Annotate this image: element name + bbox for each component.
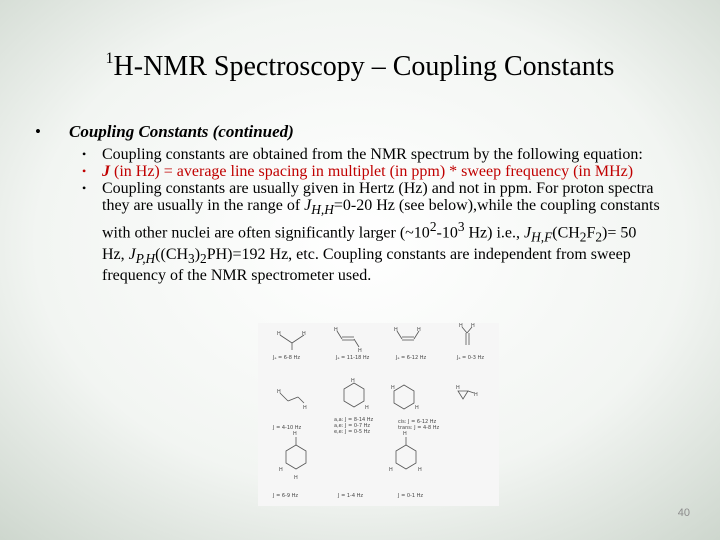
atom-label: H xyxy=(471,323,475,329)
page-number: 40 xyxy=(677,507,690,519)
bullet-text: -10 xyxy=(436,224,458,242)
atom-label: H xyxy=(418,467,422,473)
bullet-text: F xyxy=(586,224,596,242)
atom-label: H xyxy=(277,331,281,337)
figure-label: J = 4-10 Hz xyxy=(273,425,302,431)
atom-label: H xyxy=(474,392,478,398)
atom-label: H xyxy=(417,327,421,333)
figure-label: Jₐ = 6-12 Hz xyxy=(396,355,427,361)
j-subscript: H,F xyxy=(531,229,553,245)
figure-label: e,e: J = 0-5 Hz xyxy=(334,429,370,435)
figure-label: trans: J = 4-8 Hz xyxy=(398,425,440,431)
figure-label: J = 1-4 Hz xyxy=(338,493,363,499)
atom-label: H xyxy=(293,431,297,437)
exponent: 2 xyxy=(429,219,437,235)
atom-label: H xyxy=(403,431,407,437)
figure-label: J = 6-9 Hz xyxy=(273,493,298,499)
subscript: 2 xyxy=(579,229,587,245)
figure-label: cis: J = 6-12 Hz xyxy=(398,419,437,425)
atom-label: H xyxy=(277,389,281,395)
subscript: 2 xyxy=(200,250,207,266)
atom-label: H xyxy=(303,405,307,411)
j-subscript: P,H xyxy=(135,250,156,266)
bullet-text: PH)=192 Hz, etc. Coupling constants are independent from sweep frequency of the NMR spectrometer used. xyxy=(102,245,631,284)
figure-label: a,e: J = 0-7 Hz xyxy=(334,423,370,429)
bullet-icon: • xyxy=(35,122,41,141)
bullet-icon: • xyxy=(82,164,87,178)
figure-label: Jₐ = 6-8 Hz xyxy=(273,355,300,361)
atom-label: H xyxy=(294,475,298,481)
atom-label: H xyxy=(358,348,362,354)
coupling-constants-figure xyxy=(258,323,499,506)
bullet-text: (in Hz) = average line spacing in multiplet (in ppm) * sweep frequency (in MHz) xyxy=(110,163,634,180)
bullet-text: (CH xyxy=(552,224,580,242)
atom-label: H xyxy=(456,385,460,391)
bullet-text: )= 50 Hz, xyxy=(102,224,637,263)
bullet-text: ((CH xyxy=(155,245,189,263)
atom-label: H xyxy=(279,467,283,473)
bullet-item-j-definition xyxy=(80,163,660,180)
figure-label: Jₐ = 11-18 Hz xyxy=(336,355,370,361)
bullet-item-equation xyxy=(80,146,660,163)
bullet-icon: • xyxy=(82,181,87,195)
atom-label: H xyxy=(302,331,306,337)
subscript: 3 xyxy=(188,250,195,266)
atom-label: H xyxy=(389,467,393,473)
section-heading xyxy=(35,122,294,142)
j-symbol: J xyxy=(524,224,532,242)
figure-label: J = 0-1 Hz xyxy=(398,493,423,499)
exponent: 3 xyxy=(457,219,465,235)
atom-label: H xyxy=(459,323,463,329)
bullet-text: Hz) i.e., xyxy=(464,224,525,242)
atom-label: H xyxy=(334,327,338,333)
atom-label: H xyxy=(391,385,395,391)
section-heading-text: Coupling Constants (continued) xyxy=(69,122,294,141)
bullet-item-units xyxy=(80,180,660,284)
bullet-text: ) xyxy=(194,245,201,263)
j-subscript: H,H xyxy=(311,202,334,218)
figure-label: a,a: J = 8-14 Hz xyxy=(334,417,374,423)
bullet-text: =0-20 Hz (see below),while the coupling constants with other nuclei are often significantly larger (~10 xyxy=(102,197,660,242)
title-text: H-NMR Spectroscopy – Coupling Constants xyxy=(113,51,615,82)
bullet-text: Coupling constants are obtained from the NMR spectrum by the following equation: xyxy=(102,146,643,163)
bullet-icon: • xyxy=(82,147,87,161)
title-superscript: 1 xyxy=(105,50,114,67)
atom-label: H xyxy=(415,405,419,411)
subscript: 2 xyxy=(595,229,603,245)
slide-title xyxy=(0,50,720,83)
j-symbol: J xyxy=(128,245,136,263)
atom-label: H xyxy=(351,378,355,384)
atom-label: H xyxy=(365,405,369,411)
structures-diagram xyxy=(258,323,499,506)
j-symbol: J xyxy=(102,163,110,180)
j-symbol: J xyxy=(304,197,312,214)
bullet-list xyxy=(80,146,660,284)
atom-label: H xyxy=(394,327,398,333)
figure-label: Jₐ = 0-3 Hz xyxy=(457,355,484,361)
bullet-text: Coupling constants are usually given in Hertz (Hz) and not in ppm. For proton spectra they are usually in the range of xyxy=(102,180,654,214)
